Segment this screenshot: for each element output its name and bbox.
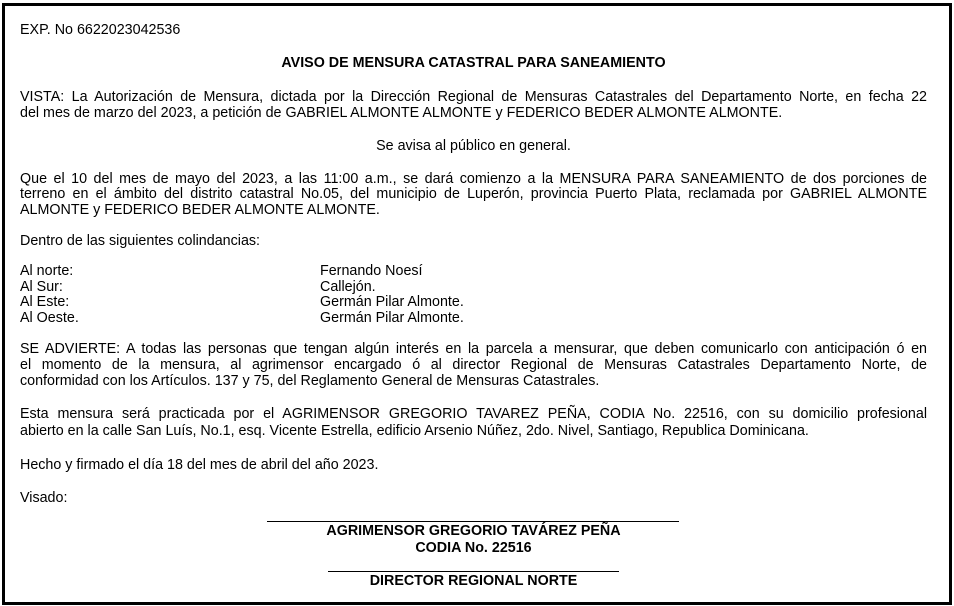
- colindancias-intro: Dentro de las siguientes colindancias:: [20, 233, 261, 249]
- colindancia-direction: Al Este:: [20, 294, 70, 310]
- signature-name: AGRIMENSOR GREGORIO TAVÁREZ PEÑA: [326, 523, 621, 539]
- colindancia-neighbor: Germán Pilar Almonte.: [320, 294, 464, 310]
- vista-line-1: VISTA: La Autorización de Mensura, dictada por la Dirección Regional de Mensuras Catastrales del Departamento Norte, en fecha 22: [20, 89, 927, 105]
- advierte-line-3: conformidad con los Artículos. 137 y 75, del Reglamento General de Mensuras Catastrales.: [20, 373, 600, 389]
- practicada-line-2: abierto en la calle San Luís, No.1, esq. Vicente Estrella, edificio Arsenio Núñez, 2do. Nivel, Santiago, Republica Dominicana.: [20, 423, 809, 439]
- public-notice-line: Se avisa al público en general.: [376, 138, 571, 154]
- signature-codia: CODIA No. 22516: [415, 540, 532, 556]
- vista-line-2: del mes de marzo del 2023, a petición de GABRIEL ALMONTE ALMONTE y FEDERICO BEDER ALMONTE ALMONTE.: [20, 105, 783, 121]
- signature-line: [328, 571, 619, 572]
- hecho-line: Hecho y firmado el día 18 del mes de abril del año 2023.: [20, 457, 379, 473]
- notice-title: AVISO DE MENSURA CATASTRAL PARA SANEAMIENTO: [281, 55, 666, 71]
- visado-label: Visado:: [20, 490, 68, 506]
- signature-line: [267, 521, 679, 522]
- que-line-1: Que el 10 del mes de mayo del 2023, a las 11:00 a.m., se dará comienzo a la MENSURA PARA SANEAMIENTO de dos porciones de: [20, 171, 927, 187]
- que-line-2: terreno en el ámbito del distrito catastral No.05, del municipio de Luperón, provincia Puerto Plata, reclamada por GABRIEL ALMONTE: [20, 186, 927, 202]
- colindancia-direction: Al Oeste.: [20, 310, 79, 326]
- colindancia-neighbor: Fernando Noesí: [320, 263, 423, 279]
- advierte-line-2: el momento de la mensura, al agrimensor encargado ó al director Regional de Mensuras Catastrales Departamento Norte, de: [20, 357, 927, 373]
- expediente-number: EXP. No 6622023042536: [20, 22, 181, 38]
- practicada-line-1: Esta mensura será practicada por el AGRIMENSOR GREGORIO TAVAREZ PEÑA, CODIA No. 22516, con su domicilio profesional: [20, 406, 927, 422]
- colindancia-neighbor: Callejón.: [320, 279, 376, 295]
- director-title: DIRECTOR REGIONAL NORTE: [369, 573, 578, 589]
- colindancia-neighbor: Germán Pilar Almonte.: [320, 310, 464, 326]
- colindancia-direction: Al Sur:: [20, 279, 63, 295]
- que-line-3: ALMONTE y FEDERICO BEDER ALMONTE ALMONTE.: [20, 202, 380, 218]
- advierte-line-1: SE ADVIERTE: A todas las personas que tengan algún interés en la parcela a mensurar, que deben comunicarlo con anticipación ó en: [20, 341, 927, 357]
- colindancia-direction: Al norte:: [20, 263, 74, 279]
